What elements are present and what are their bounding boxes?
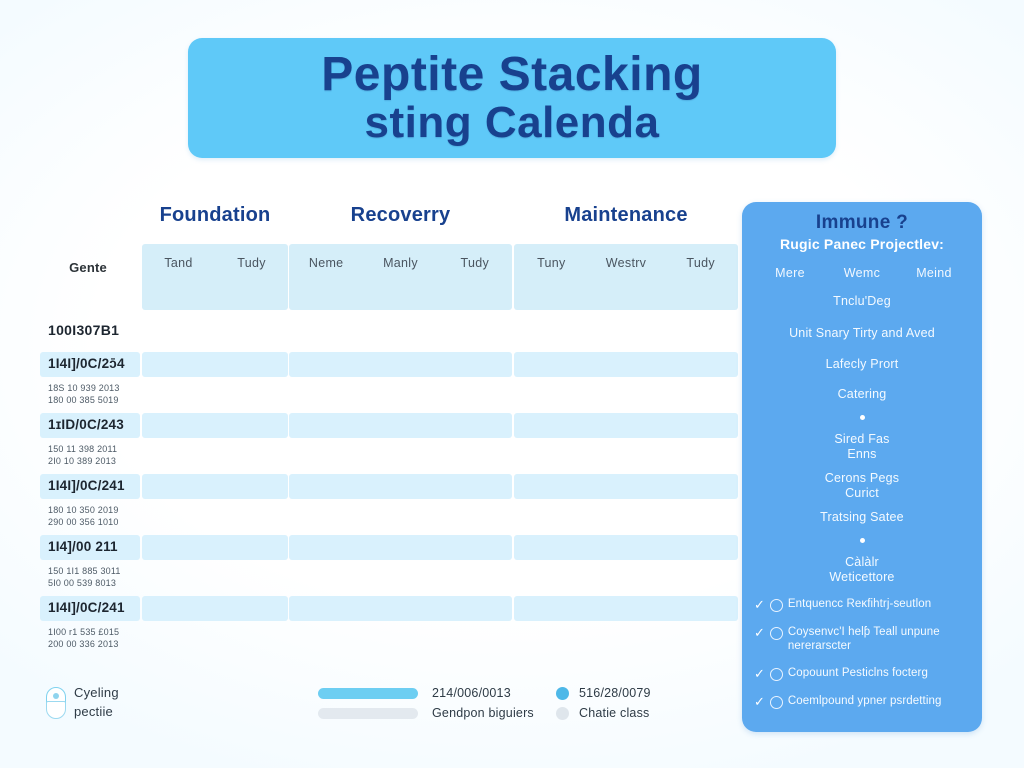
checklist-item[interactable] (754, 666, 970, 682)
side-panel-line: Catering (837, 386, 887, 401)
legend-bar-entry (318, 686, 534, 700)
row-cell-foundation[interactable] (142, 474, 288, 499)
legend-dot-entry (556, 686, 651, 700)
row-cell-foundation[interactable] (142, 352, 288, 377)
check-icon: ✓ (754, 597, 765, 612)
table-section-label: 100I307B1 (48, 322, 120, 338)
capsule-icon (46, 687, 66, 719)
row-cell-maintenance[interactable] (514, 596, 738, 621)
legend-pill-label-line-2: pectiie (74, 703, 113, 719)
row-cell-recovery[interactable] (289, 535, 512, 560)
page-title-line-2: sting Calenda (364, 98, 660, 148)
side-panel-line: Tnclu'Deg (833, 294, 891, 308)
row-label: 1I4]/00 211 (48, 539, 118, 554)
side-panel-subtitle: Rugic Panec Projectlev: (779, 236, 945, 252)
checklist-item-label: Entquencc Reĸfihtrj-seutlon (787, 598, 932, 610)
column-header-cell[interactable]: Manly (383, 256, 418, 270)
column-header-cell[interactable]: Tand (164, 256, 193, 270)
side-panel-line: Càlàlr (845, 554, 879, 569)
legend-dots (556, 686, 651, 726)
legend-bars (318, 686, 534, 726)
table-row[interactable] (0, 352, 742, 413)
checklist-item[interactable] (754, 625, 970, 654)
checklist-item[interactable] (754, 694, 970, 710)
row-cell-foundation[interactable] (142, 596, 288, 621)
column-header-block-recovery (289, 244, 512, 310)
row-subtext (48, 566, 121, 589)
legend-pill-labels (74, 684, 119, 722)
column-header-cell[interactable]: Neme (308, 256, 344, 270)
row-subtext-line: 5I0 00 539 8013 (48, 577, 117, 588)
schedule-table (0, 196, 742, 666)
legend-bar-label: Gendpon biguiers (432, 706, 534, 720)
row-cell-recovery[interactable] (289, 596, 512, 621)
checklist-item-label: Coysenvc'I helƥ Teall unpune nererarscter (787, 625, 940, 653)
checklist-item-label: Coemlpound ypner psrdetting (787, 694, 942, 707)
row-subtext-line: 150 1I1 885 3011 (48, 566, 121, 576)
side-panel-line: Cerons Pegs (824, 470, 900, 485)
row-cell-recovery[interactable] (289, 352, 512, 377)
table-row[interactable] (0, 535, 742, 596)
column-header-cell[interactable]: Westrv (605, 256, 647, 270)
row-subtext-line: 18S 10 939 2013 (48, 383, 120, 393)
side-panel-line: Tratsing Satee (820, 510, 904, 524)
row-subtext-line: 200 00 336 2013 (48, 638, 119, 649)
column-header-block-maintenance (514, 244, 738, 310)
row-subtext-line: 1I00 r1 535 £015 (48, 627, 120, 637)
legend-pill-label-line-1: Cyeling (74, 685, 119, 700)
checklist-item-label: Copouunt Pesticlns focterg (787, 667, 928, 680)
row-cell-maintenance[interactable] (514, 474, 738, 499)
row-cell-foundation[interactable] (142, 413, 288, 438)
table-group-headers (0, 196, 742, 238)
column-header-cell[interactable]: Tudy (460, 256, 490, 270)
table-body (0, 352, 742, 657)
circle-icon (770, 627, 783, 640)
table-row[interactable] (0, 474, 742, 535)
column-header-cell[interactable]: Tudy (686, 256, 715, 270)
side-panel-columns (742, 266, 982, 280)
side-panel-line: Enns (847, 447, 877, 462)
immune-side-panel (742, 202, 982, 732)
row-cell-maintenance[interactable] (514, 413, 738, 438)
side-panel-line: Sired Fas (834, 431, 890, 446)
page-title-banner (188, 38, 836, 158)
legend-bar-label: 214/006/0013 (432, 686, 511, 700)
column-header-block-foundation (142, 244, 288, 310)
check-icon: ✓ (754, 666, 765, 682)
side-panel-checklist (742, 597, 982, 721)
group-header-foundation: Foundation (159, 204, 271, 226)
row-cell-recovery[interactable] (289, 413, 512, 438)
page-title-line-1: Peptite Stacking (321, 48, 703, 102)
check-icon: ✓ (754, 693, 765, 709)
table-column-headers (0, 244, 742, 310)
table-row[interactable] (0, 413, 742, 474)
row-label: 1I4I]/0C/241 (48, 600, 125, 615)
row-label: 1ɪID/0C/243 (48, 417, 124, 432)
legend-dot-label: 516/28/0079 (579, 686, 651, 700)
row-subtext (48, 383, 120, 406)
circle-icon (770, 668, 783, 681)
side-panel-bullet-dot (860, 415, 865, 420)
row-cell-maintenance[interactable] (514, 352, 738, 377)
side-panel-column-header[interactable]: Meind (916, 266, 952, 280)
side-panel-line: Curict (845, 486, 879, 501)
legend-bar-swatch-active (318, 688, 418, 699)
row-subtext-line: 180 00 385 5019 (48, 394, 119, 405)
group-header-recovery: Recoverry (350, 204, 451, 226)
side-panel-body (742, 294, 982, 586)
table-corner-label: Gente (69, 260, 107, 275)
check-icon: ✓ (754, 624, 765, 640)
side-panel-column-header[interactable]: Wemc (843, 266, 881, 280)
row-cell-recovery[interactable] (289, 474, 512, 499)
table-row[interactable] (0, 596, 742, 657)
legend-bar-entry (318, 706, 534, 720)
circle-icon (770, 696, 783, 709)
column-header-cell[interactable]: Tuny (537, 256, 566, 270)
side-panel-line: Lafecly Prort (825, 357, 899, 372)
legend-dot-swatch-active (556, 687, 569, 700)
legend-dot-entry (556, 706, 651, 720)
legend-pill-entry (46, 684, 119, 722)
legend-dot-swatch-inactive (556, 707, 569, 720)
legend (0, 678, 742, 734)
side-panel-line: Unit Snary Tirty and Aved (789, 325, 935, 340)
row-subtext-line: 180 10 350 2019 (48, 505, 119, 515)
circle-icon (770, 599, 783, 612)
side-panel-title: Immune ? (815, 212, 909, 233)
row-label: 1I4I]/0C/241 (48, 478, 125, 493)
row-subtext (48, 505, 119, 528)
row-subtext-line: 290 00 356 1010 (48, 516, 119, 527)
row-cell-maintenance[interactable] (514, 535, 738, 560)
side-panel-column-header[interactable]: Mere (775, 266, 805, 280)
legend-dot-label: Chatie class (579, 706, 650, 720)
row-subtext-line: 2I0 10 389 2013 (48, 455, 117, 466)
row-label: 1I4I]/0C/2ɔ̄4 (48, 356, 125, 371)
row-subtext-line: 150 11 398 2011 (48, 444, 118, 454)
row-subtext (48, 627, 119, 650)
side-panel-bullet-dot (860, 538, 865, 543)
group-header-maintenance: Maintenance (564, 204, 688, 226)
side-panel-line: Weticettore (829, 570, 895, 585)
row-subtext (48, 444, 117, 467)
legend-bar-swatch-inactive (318, 708, 418, 719)
column-header-cell[interactable]: Tudy (237, 256, 266, 270)
row-cell-foundation[interactable] (142, 535, 288, 560)
checklist-item[interactable] (754, 597, 970, 613)
